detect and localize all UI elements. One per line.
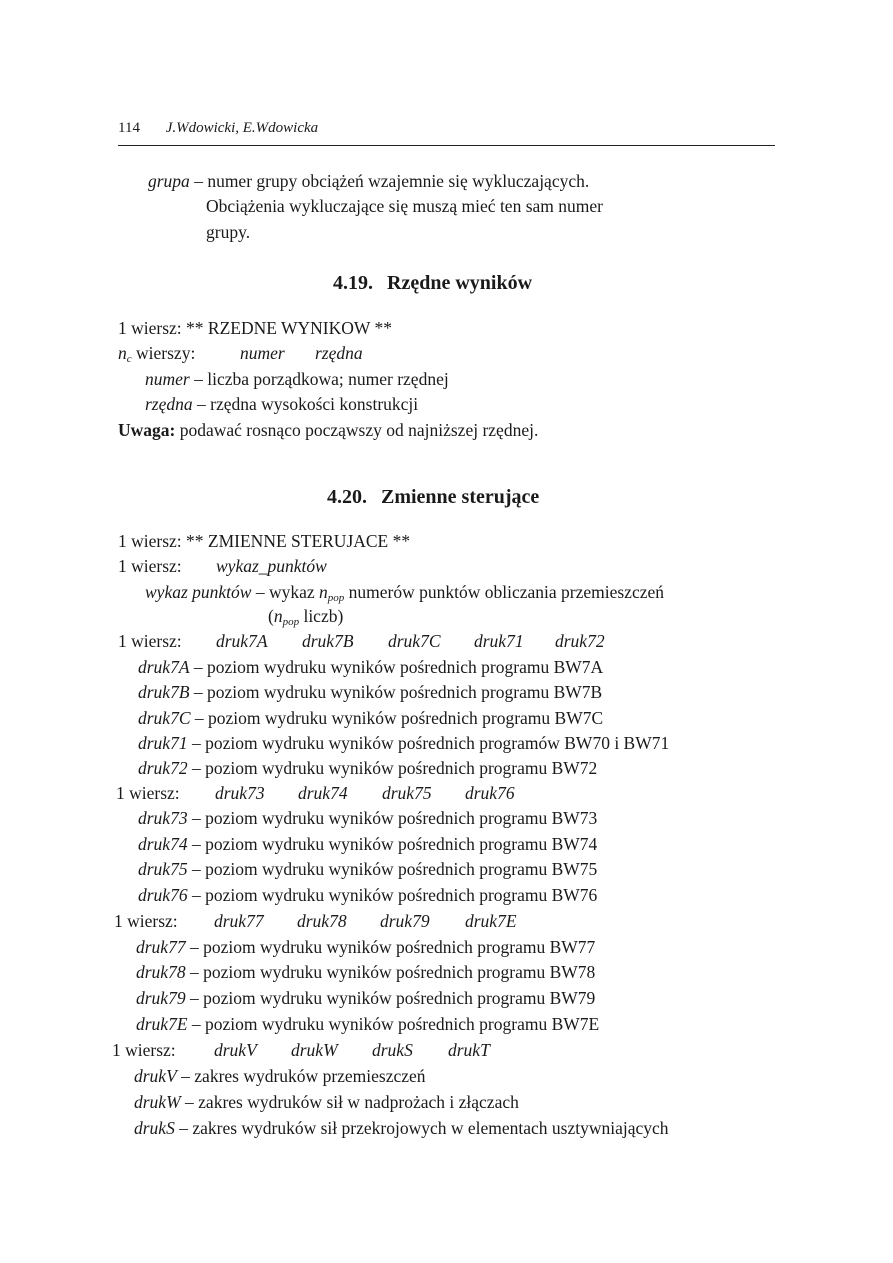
var: druk77 [214,911,264,931]
def-line: druk77 – poziom wydruku wyników pośrednich programu BW77 [136,937,596,957]
var: druk76 [465,783,515,803]
s1-def-1: numer – liczba porządkowa; numer rzędnej [145,369,449,389]
def-line: druk79 – poziom wydruku wyników pośrednich programu BW79 [136,988,596,1008]
s1-def-2: rzędna – rzędna wysokości konstrukcji [145,394,419,414]
header-rule [118,145,775,146]
intro-line-1: grupa – numer grupy obciążeń wzajemnie się wykluczających. [148,171,590,191]
var: druk71 [474,631,524,651]
term-grupa: grupa [148,171,190,191]
def-line: druk7A – poziom wydruku wyników pośrednich programu BW7A [138,657,604,677]
def-line: druk75 – poziom wydruku wyników pośrednich programu BW75 [138,859,598,879]
s1-line-2: $n_c$ wierszy: [118,343,196,365]
def-line: druk71 – poziom wydruku wyników pośrednich programów BW70 i BW71 [138,733,670,753]
def-line: druk76 – poziom wydruku wyników pośrednich programu BW76 [138,885,598,905]
s2-def-wykaz: wykaz punktów – wykaz $n_{pop}$ numerów punktów obliczania przemieszczeń [145,582,664,604]
page-number: 114 [118,120,140,136]
def-line: druk73 – poziom wydruku wyników pośrednich programu BW73 [138,808,598,828]
col-numer: numer [240,343,285,363]
def-line: druk72 – poziom wydruku wyników pośrednich programu BW72 [138,758,598,778]
s2-def-wykaz-cont: ($n_{pop}$ liczb) [268,606,344,628]
intro-line-2: Obciążenia wykluczające się muszą mieć ten sam numer [206,196,603,216]
def-line: druk7B – poziom wydruku wyników pośrednich programu BW7B [138,682,603,702]
row-label: 1 wiersz: [112,1040,176,1060]
intro-line-3: grupy. [206,222,251,242]
var: druk7E [465,911,517,931]
row-label: 1 wiersz: [114,911,178,931]
var: druk79 [380,911,430,931]
authors: J.Wdowicki, E.Wdowicka [165,120,319,136]
s1-note: Uwaga: podawać rosnąco począwszy od najniższej rzędnej. [118,420,539,440]
var: druk74 [298,783,348,803]
var: druk78 [297,911,347,931]
def-line: druk7C – poziom wydruku wyników pośrednich programu BW7C [138,708,604,728]
def-line: druk74 – poziom wydruku wyników pośrednich programu BW74 [138,834,598,854]
def-line: druk7E – poziom wydruku wyników pośrednich programu BW7E [136,1014,600,1034]
var: druk7C [388,631,441,651]
row-label: 1 wiersz: [116,783,180,803]
var: druk73 [215,783,265,803]
var: druk7B [302,631,354,651]
col-rzedna: rzędna [315,343,363,363]
s1-line-1: 1 wiersz: ** RZEDNE WYNIKOW ** [118,318,392,338]
s2-line-2-var: wykaz_punktów [216,556,327,576]
s2-line-2: 1 wiersz: [118,556,182,576]
var: druk72 [555,631,605,651]
def-line: drukV – zakres wydruków przemieszczeń [134,1066,426,1086]
var: druk7A [216,631,268,651]
row-label: 1 wiersz: [118,631,182,651]
running-header [118,120,318,137]
var: drukS [372,1040,413,1060]
def-line: druk78 – poziom wydruku wyników pośrednich programu BW78 [136,962,596,982]
section-heading-4-19: 4.19. Rzędne wyników [333,272,533,294]
section-heading-4-20: 4.20. Zmienne sterujące [327,486,540,508]
s2-line-1: 1 wiersz: ** ZMIENNE STERUJACE ** [118,531,411,551]
def-line: drukS – zakres wydruków sił przekrojowych w elementach usztywniających [134,1118,669,1138]
var: drukT [448,1040,490,1060]
def-line: drukW – zakres wydruków sił w nadprożach i złączach [134,1092,519,1112]
var: drukV [214,1040,257,1060]
var: drukW [291,1040,338,1060]
var: druk75 [382,783,432,803]
